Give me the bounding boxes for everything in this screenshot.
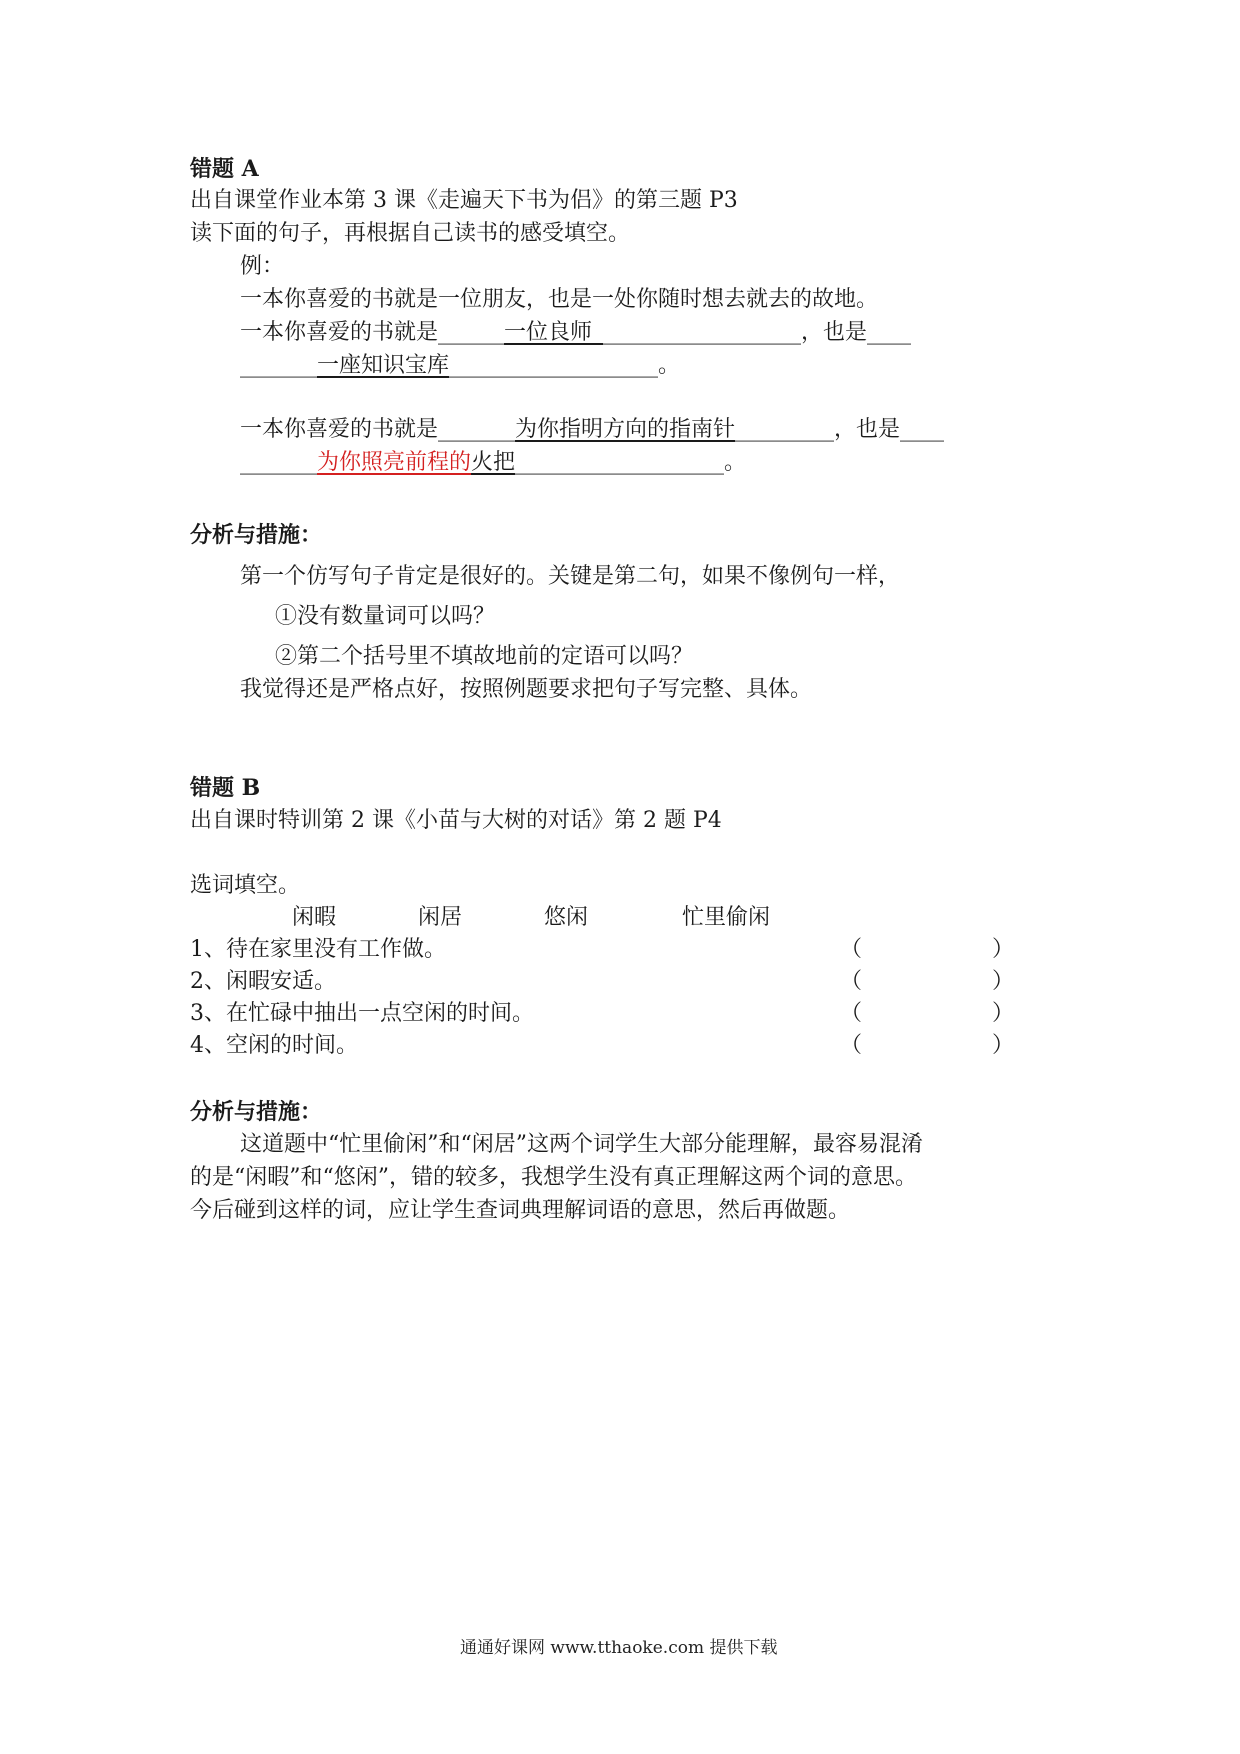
exercise-1-answer-2: 一座知识宝库 bbox=[317, 353, 450, 378]
analysis-b-line-3: 今后碰到这样的词，应让学生查词典理解词语的意思，然后再做题。 bbox=[190, 1198, 851, 1223]
exercise-2-lead: _______ bbox=[240, 450, 317, 475]
exercise-2-answer-1: 为你指明方向的指南针 bbox=[515, 417, 736, 442]
analysis-a-title: 分析与措施： bbox=[190, 522, 323, 548]
word-option-3: 悠闲 bbox=[544, 905, 589, 930]
fill-item-4: 4、空闲的时间。 bbox=[190, 1033, 358, 1058]
footer-credit: 通通好课网 www.tthaoke.com 提供下载 bbox=[460, 1638, 778, 1658]
section-b-source: 出自课时特训第 2 课《小苗与大树的对话》第 2 题 P4 bbox=[190, 808, 722, 833]
fill-item-4-close-paren: ） bbox=[992, 1033, 1015, 1058]
fill-item-2-close-paren: ） bbox=[992, 969, 1015, 994]
analysis-a-line-1: 第一个仿写句子肯定是很好的。关键是第二句，如果不像例句一样， bbox=[240, 564, 901, 589]
section-a-title: 错题 A bbox=[190, 156, 259, 182]
exercise-1-lead: _______ bbox=[240, 353, 317, 378]
section-a-source: 出自课堂作业本第 3 课《走遍天下书为侣》的第三题 P3 bbox=[190, 188, 738, 213]
exercise-1-line-2 bbox=[240, 355, 680, 377]
exercise-2-line-2 bbox=[240, 452, 746, 474]
exercise-2-mid: _________，也是____ bbox=[735, 417, 945, 442]
fill-item-1: 1、待在家里没有工作做。 bbox=[190, 937, 446, 962]
exercise-2-prefix: 一本你喜爱的书就是_______ bbox=[240, 417, 516, 442]
fill-item-1-close-paren: ） bbox=[992, 937, 1015, 962]
fill-item-3: 3、在忙碌中抽出一点空闲的时间。 bbox=[190, 1001, 534, 1026]
fill-item-3-close-paren: ） bbox=[992, 1001, 1015, 1026]
section-b-instruction: 选词填空。 bbox=[190, 873, 301, 898]
fill-item-2: 2、闲暇安适。 bbox=[190, 969, 336, 994]
section-a-instruction: 读下面的句子，再根据自己读书的感受填空。 bbox=[190, 221, 631, 246]
fill-item-2-open-paren: （ bbox=[840, 969, 863, 994]
word-option-1: 闲暇 bbox=[292, 905, 337, 930]
exercise-2-answer-2-black: 火把 bbox=[471, 450, 516, 475]
fill-item-4-open-paren: （ bbox=[840, 1033, 863, 1058]
example-label: 例： bbox=[240, 254, 285, 279]
fill-item-1-open-paren: （ bbox=[840, 937, 863, 962]
exercise-2-answer-2-red: 为你照亮前程的 bbox=[317, 450, 472, 475]
section-b-title: 错题 B bbox=[190, 775, 261, 801]
word-option-4: 忙里偷闲 bbox=[682, 905, 771, 930]
exercise-1-prefix: 一本你喜爱的书就是______ bbox=[240, 320, 505, 345]
exercise-1-tail: ___________________。 bbox=[449, 353, 681, 378]
analysis-a-line-2: 我觉得还是严格点好，按照例题要求把句子写完整、具体。 bbox=[240, 677, 813, 702]
analysis-b-title: 分析与措施： bbox=[190, 1099, 323, 1125]
analysis-b-line-1: 这道题中“忙里偷闲”和“闲居”这两个词学生大部分能理解，最容易混淆 bbox=[240, 1132, 923, 1157]
analysis-a-question-1: ①没有数量词可以吗？ bbox=[275, 604, 496, 629]
fill-item-3-open-paren: （ bbox=[840, 1001, 863, 1026]
exercise-1-line-1 bbox=[240, 322, 911, 344]
word-option-2: 闲居 bbox=[418, 905, 463, 930]
exercise-2-line-1 bbox=[240, 419, 944, 441]
exercise-1-mid: __________________，也是____ bbox=[603, 320, 912, 345]
exercise-1-answer-1: 一位良师_ bbox=[504, 320, 604, 345]
example-sentence: 一本你喜爱的书就是一位朋友，也是一处你随时想去就去的故地。 bbox=[240, 287, 879, 312]
analysis-b-line-2: 的是“闲暇”和“悠闲”，错的较多，我想学生没有真正理解这两个词的意思。 bbox=[190, 1165, 917, 1190]
exercise-2-tail: ___________________。 bbox=[515, 450, 747, 475]
analysis-a-question-2: ②第二个括号里不填故地前的定语可以吗？ bbox=[275, 644, 694, 669]
